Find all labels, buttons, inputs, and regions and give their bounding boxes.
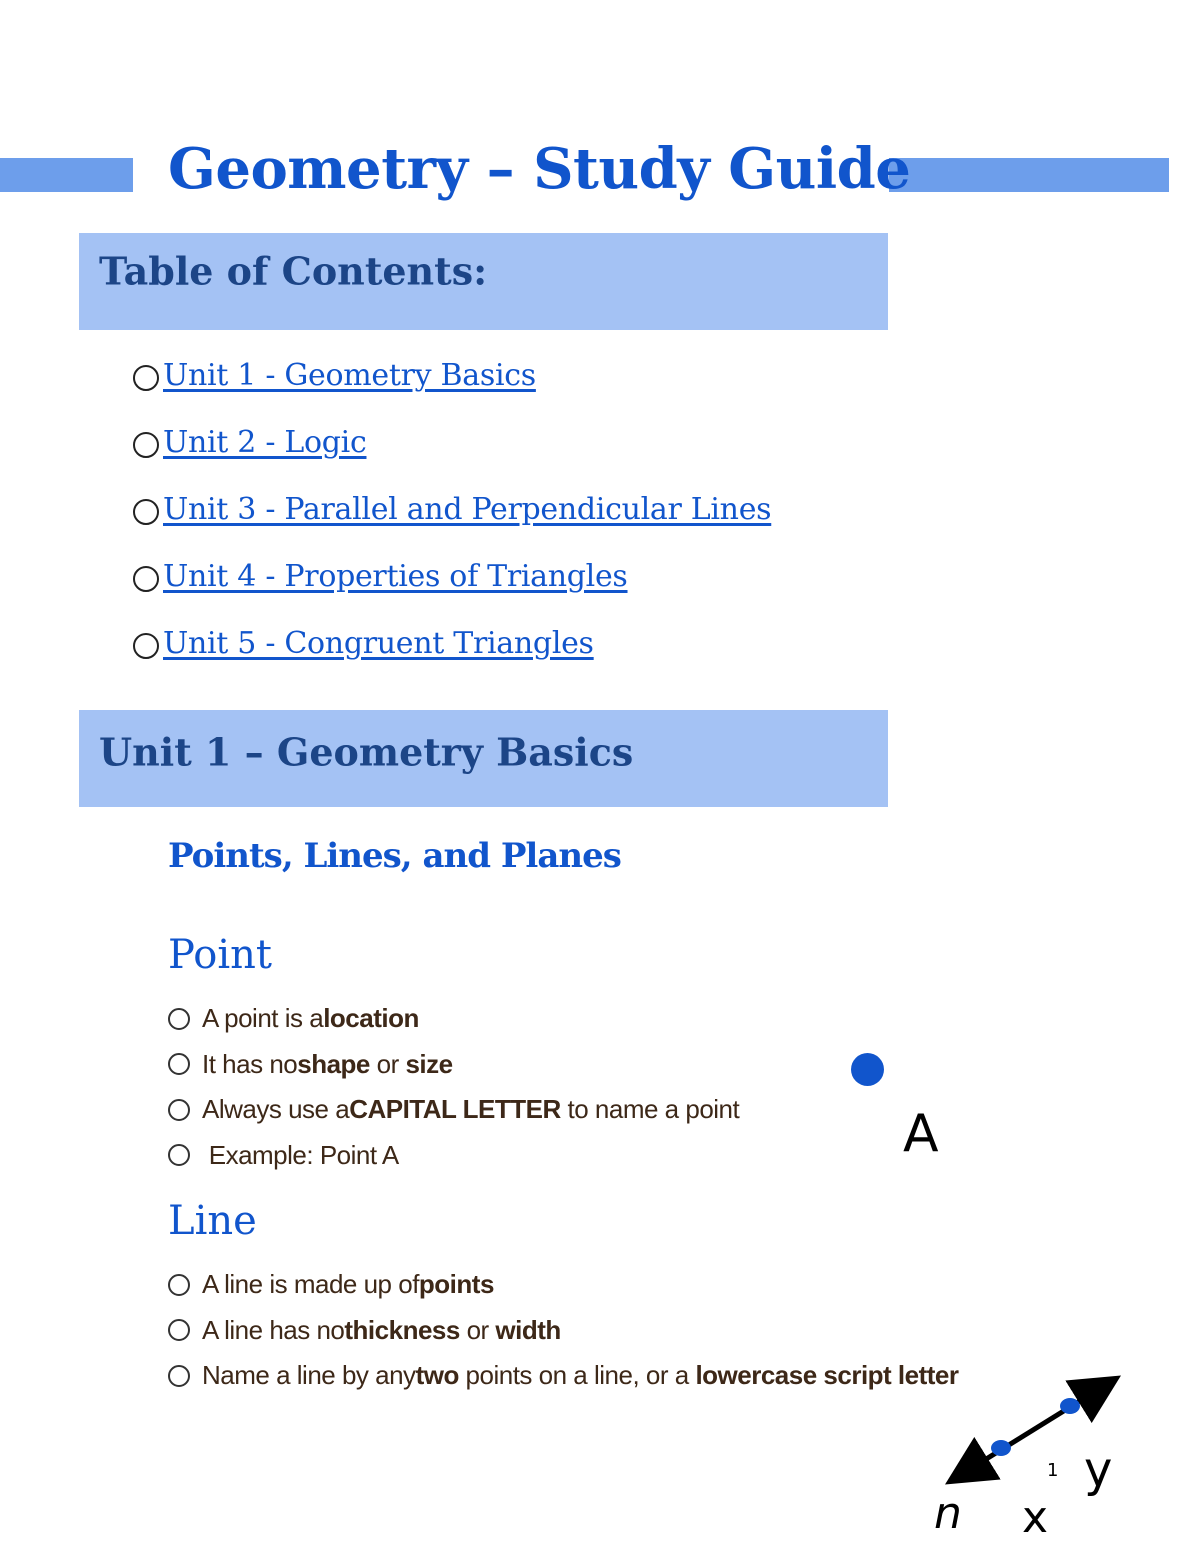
- circle-bullet-icon: [168, 1008, 190, 1030]
- circle-bullet-icon: [168, 1319, 190, 1341]
- toc-link-unit-1[interactable]: Unit 1 - Geometry Basics: [163, 358, 536, 393]
- bullet-text: A point is a: [202, 1003, 324, 1034]
- list-item: [168, 1353, 959, 1399]
- list-item: [168, 1042, 739, 1088]
- circle-bullet-icon: [168, 1144, 190, 1166]
- list-item: [168, 1087, 739, 1133]
- toc-item: [133, 486, 771, 553]
- bullet-bold: lowercase script letter: [695, 1360, 959, 1391]
- page-title: Geometry – Study Guide: [168, 136, 911, 202]
- bullet-bold: shape: [297, 1048, 370, 1079]
- point-label: A: [903, 1104, 939, 1164]
- point-heading: Point: [168, 932, 273, 978]
- bullet-text: to name a point: [560, 1094, 740, 1125]
- bullet-bold: width: [495, 1314, 561, 1345]
- bullet-bold: location: [323, 1003, 419, 1034]
- toc-item: [133, 553, 771, 620]
- circle-bullet-icon: [168, 1274, 190, 1296]
- unit1-heading: Unit 1 – Geometry Basics: [99, 729, 634, 775]
- toc-item: [133, 620, 771, 687]
- header-bar-left: [0, 158, 133, 192]
- bullet-text: A line is made up of: [202, 1269, 419, 1300]
- bullet-bold: size: [405, 1048, 453, 1079]
- line-arrow: [962, 1386, 1104, 1474]
- toc-link-unit-5[interactable]: Unit 5 - Congruent Triangles: [163, 626, 594, 661]
- point-bullet-list: [168, 996, 739, 1178]
- line-bullet-list: [168, 1262, 959, 1399]
- circle-bullet-icon: [168, 1365, 190, 1387]
- bullet-bold: points: [418, 1269, 494, 1300]
- toc-link-unit-2[interactable]: Unit 2 - Logic: [163, 425, 367, 460]
- bullet-text: points on a line, or a: [458, 1360, 696, 1391]
- toc-link-unit-3[interactable]: Unit 3 - Parallel and Perpendicular Lines: [163, 492, 772, 527]
- list-item: [168, 1133, 739, 1179]
- point-dot: [851, 1053, 884, 1086]
- circle-bullet-icon: [133, 566, 159, 592]
- line-diagram: [920, 1370, 1180, 1550]
- list-item: [168, 1308, 959, 1354]
- toc-header: [79, 233, 888, 330]
- toc-list: [133, 352, 771, 687]
- line-point-x-dot: [991, 1440, 1011, 1456]
- bullet-bold: CAPITAL LETTER: [349, 1094, 561, 1125]
- header-bar-right: [889, 158, 1169, 192]
- list-item: [168, 1262, 959, 1308]
- circle-bullet-icon: [168, 1053, 190, 1075]
- unit1-header: [79, 710, 888, 807]
- page-number: 1: [1047, 1460, 1059, 1481]
- point-y-label: y: [1084, 1442, 1113, 1498]
- list-item: [168, 996, 739, 1042]
- toc-link-unit-4[interactable]: Unit 4 - Properties of Triangles: [163, 559, 628, 594]
- circle-bullet-icon: [133, 633, 159, 659]
- bullet-text: Always use a: [202, 1094, 350, 1125]
- line-point-y-dot: [1060, 1398, 1080, 1414]
- bullet-bold: thickness: [344, 1314, 460, 1345]
- toc-item: [133, 419, 771, 486]
- toc-heading: Table of Contents:: [99, 248, 488, 294]
- circle-bullet-icon: [133, 432, 159, 458]
- bullet-text: A line has no: [202, 1314, 345, 1345]
- bullet-bold: two: [415, 1360, 459, 1391]
- circle-bullet-icon: [168, 1099, 190, 1121]
- point-x-label: x: [1022, 1492, 1049, 1543]
- bullet-text: Name a line by any: [202, 1360, 416, 1391]
- bullet-text: or: [459, 1314, 496, 1345]
- circle-bullet-icon: [133, 365, 159, 391]
- bullet-text: It has no: [202, 1048, 298, 1079]
- toc-item: [133, 352, 771, 419]
- circle-bullet-icon: [133, 499, 159, 525]
- bullet-text: or: [369, 1048, 406, 1079]
- line-heading: Line: [168, 1198, 257, 1244]
- section-subheading: Points, Lines, and Planes: [168, 836, 621, 876]
- bullet-text: Example: Point A: [202, 1139, 399, 1170]
- line-script-label: n: [934, 1488, 962, 1539]
